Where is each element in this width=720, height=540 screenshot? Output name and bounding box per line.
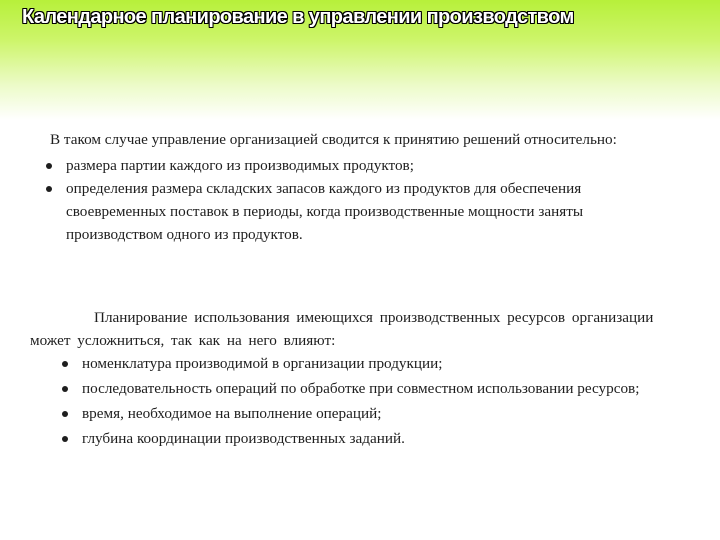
bullet-icon	[62, 361, 68, 367]
list-item	[30, 402, 680, 425]
list-item-text: время, необходимое на выполнение операций;	[82, 405, 382, 422]
text-block-planning	[30, 306, 680, 452]
list-item	[32, 177, 682, 246]
list-item-text: размера партии каждого из производимых продуктов;	[66, 157, 414, 174]
list-item	[30, 427, 680, 450]
bullet-icon	[46, 163, 52, 169]
list-item-text: глубина координации производственных заданий.	[82, 430, 405, 447]
list-item	[30, 352, 680, 375]
bullet-icon	[62, 411, 68, 417]
bullet-icon	[62, 436, 68, 442]
list-item-text: номенклатура производимой в организации продукции;	[82, 355, 443, 372]
list-item-text: определения размера складских запасов каждого из продуктов для обеспечения своевременных поставок в периоды, когда производственные мощности заняты производством одного из продуктов.	[66, 180, 584, 243]
slide-title: Календарное планирование в управлении производством	[22, 6, 574, 28]
bullet-list	[32, 154, 682, 246]
text-block-decisions	[32, 128, 682, 246]
list-item-text: последовательность операций по обработке при совместном использовании ресурсов;	[82, 380, 640, 397]
list-item	[32, 154, 682, 177]
bullet-icon	[62, 386, 68, 392]
bullet-list	[30, 352, 680, 450]
paragraph-lead: В таком случае управление организацией сводится к принятию решений относительно:	[50, 131, 617, 148]
bullet-icon	[46, 186, 52, 192]
list-item	[30, 377, 680, 400]
paragraph-lead: Планирование использования имеющихся производственных ресурсов организации может усложниться, так как на него влияют:	[30, 309, 654, 349]
